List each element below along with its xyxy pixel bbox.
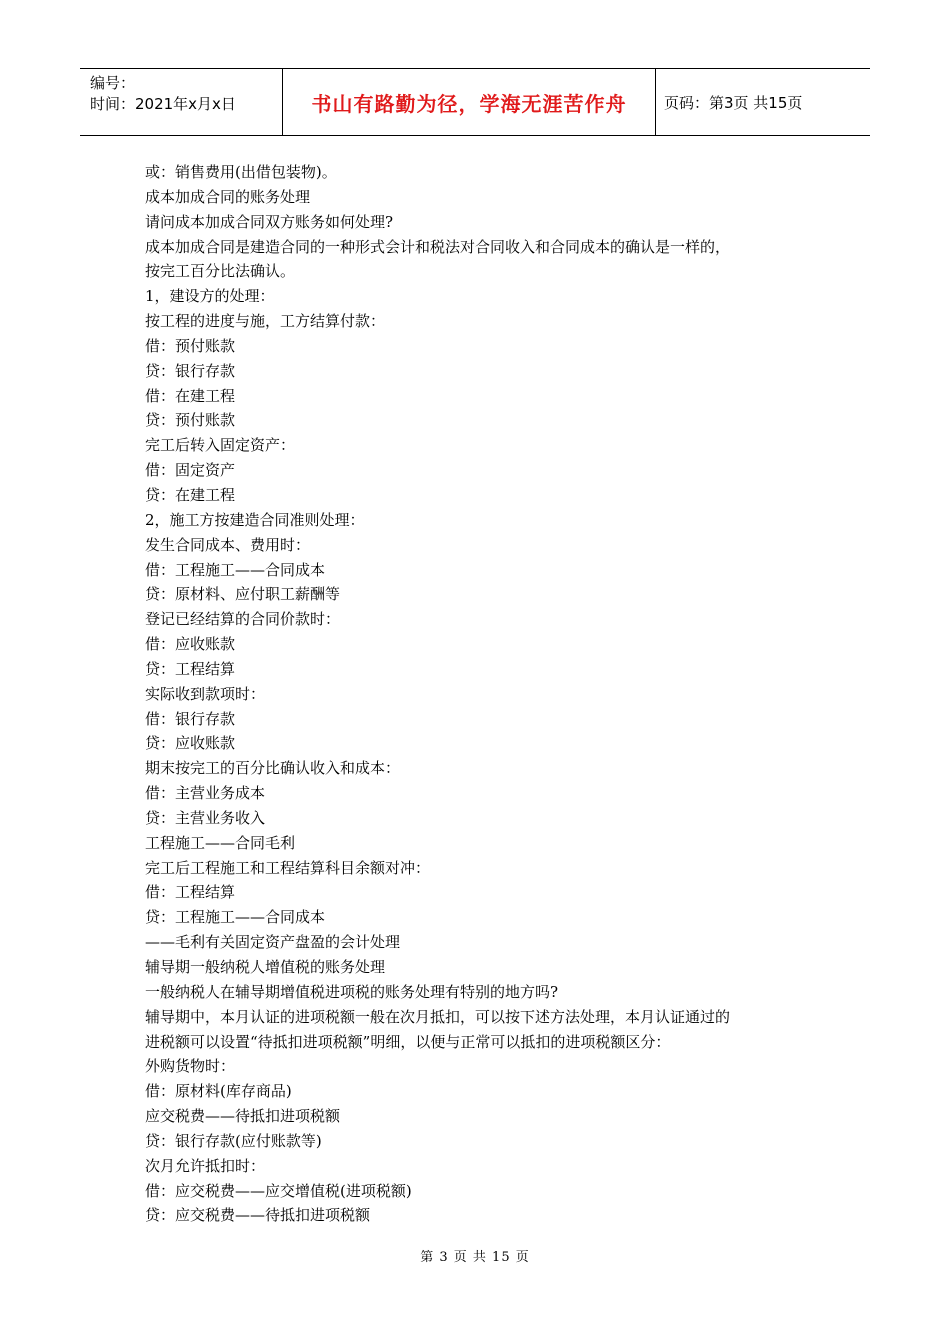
text-line: 进税额可以设置“待抵扣进项税额”明细，以便与正常可以抵扣的进项税额区分： <box>145 1032 671 1051</box>
text-line: 借：在建工程 <box>145 386 236 405</box>
header-page-cell <box>656 69 870 135</box>
text-line: 借：工程施工——合同成本 <box>145 560 326 579</box>
document-body <box>145 160 825 1228</box>
text-line: 登记已经结算的合同价款时： <box>145 610 341 629</box>
text-line: 贷：主营业务收入 <box>145 808 266 827</box>
text-line: 借：应交税费——应交增值税(进项税额) <box>145 1181 412 1200</box>
motto: 书山有路勤为径，学海无涯苦作舟 <box>311 91 627 116</box>
text-line: 请问成本加成合同双方账务如何处理? <box>145 212 394 231</box>
text-line: 完工后转入固定资产： <box>145 436 296 455</box>
text-line: 按完工百分比法确认。 <box>145 262 296 281</box>
text-line: 外购货物时： <box>145 1057 236 1076</box>
text-line: 期末按完工的百分比确认收入和成本： <box>145 759 401 778</box>
text-line: 借：预付账款 <box>145 336 236 355</box>
text-line: 借：固定资产 <box>145 461 236 480</box>
text-line: 按工程的进度与施，工方结算付款： <box>145 312 386 331</box>
text-line: 贷：应交税费——待抵扣进项税额 <box>145 1206 371 1225</box>
text-line: 贷：应收账款 <box>145 734 236 753</box>
text-line: 贷：工程结算 <box>145 659 236 678</box>
text-line: 次月允许抵扣时： <box>145 1156 266 1175</box>
text-line: 贷：原材料、应付职工薪酬等 <box>145 585 341 604</box>
text-line: 工程施工——合同毛利 <box>145 833 296 852</box>
header-info-cell <box>80 69 282 135</box>
text-line: 应交税费——待抵扣进项税额 <box>145 1107 341 1126</box>
text-line: 贷：银行存款 <box>145 361 236 380</box>
text-line: 借：主营业务成本 <box>145 784 266 803</box>
text-line: 成本加成合同是建造合同的一种形式会计和税法对合同收入和合同成本的确认是一样的， <box>145 237 731 256</box>
text-line: 贷：在建工程 <box>145 485 236 504</box>
text-line: 借：应收账款 <box>145 635 236 654</box>
text-line: 辅导期中，本月认证的进项税额一般在次月抵扣，可以按下述方法处理，本月认证通过的 <box>145 1007 731 1026</box>
text-line: ——毛利有关固定资产盘盈的会计处理 <box>145 933 401 952</box>
text-line: 借：原材料(库存商品) <box>145 1082 292 1101</box>
text-line: 一般纳税人在辅导期增值税进项税的账务处理有特别的地方吗? <box>145 982 559 1001</box>
text-line: 发生合同成本、费用时： <box>145 535 311 554</box>
text-line: 贷：银行存款(应付账款等) <box>145 1131 322 1150</box>
text-line: 1，建设方的处理： <box>145 287 275 306</box>
text-line: 贷：预付账款 <box>145 411 236 430</box>
text-line: 贷：工程施工——合同成本 <box>145 908 326 927</box>
header-motto-cell <box>282 69 656 135</box>
text-line: 借：银行存款 <box>145 709 236 728</box>
text-line: 2，施工方按建造合同准则处理： <box>145 510 365 529</box>
text-line: 辅导期一般纳税人增值税的账务处理 <box>145 958 386 976</box>
time-label: 时间：2021年x月x日 <box>90 95 236 113</box>
page-footer: 第 3 页 共 15 页 <box>420 1250 530 1265</box>
text-line: 实际收到款项时： <box>145 684 266 703</box>
text-line: 完工后工程施工和工程结算科目余额对冲： <box>145 858 431 877</box>
header-table <box>80 68 870 136</box>
text-line: 借：工程结算 <box>145 883 236 902</box>
number-label: 编号： <box>90 74 136 92</box>
text-line: 或：销售费用(出借包装物)。 <box>145 163 337 181</box>
text-line: 成本加成合同的账务处理 <box>145 187 311 206</box>
page-label: 页码：第3页 共15页 <box>664 93 803 112</box>
